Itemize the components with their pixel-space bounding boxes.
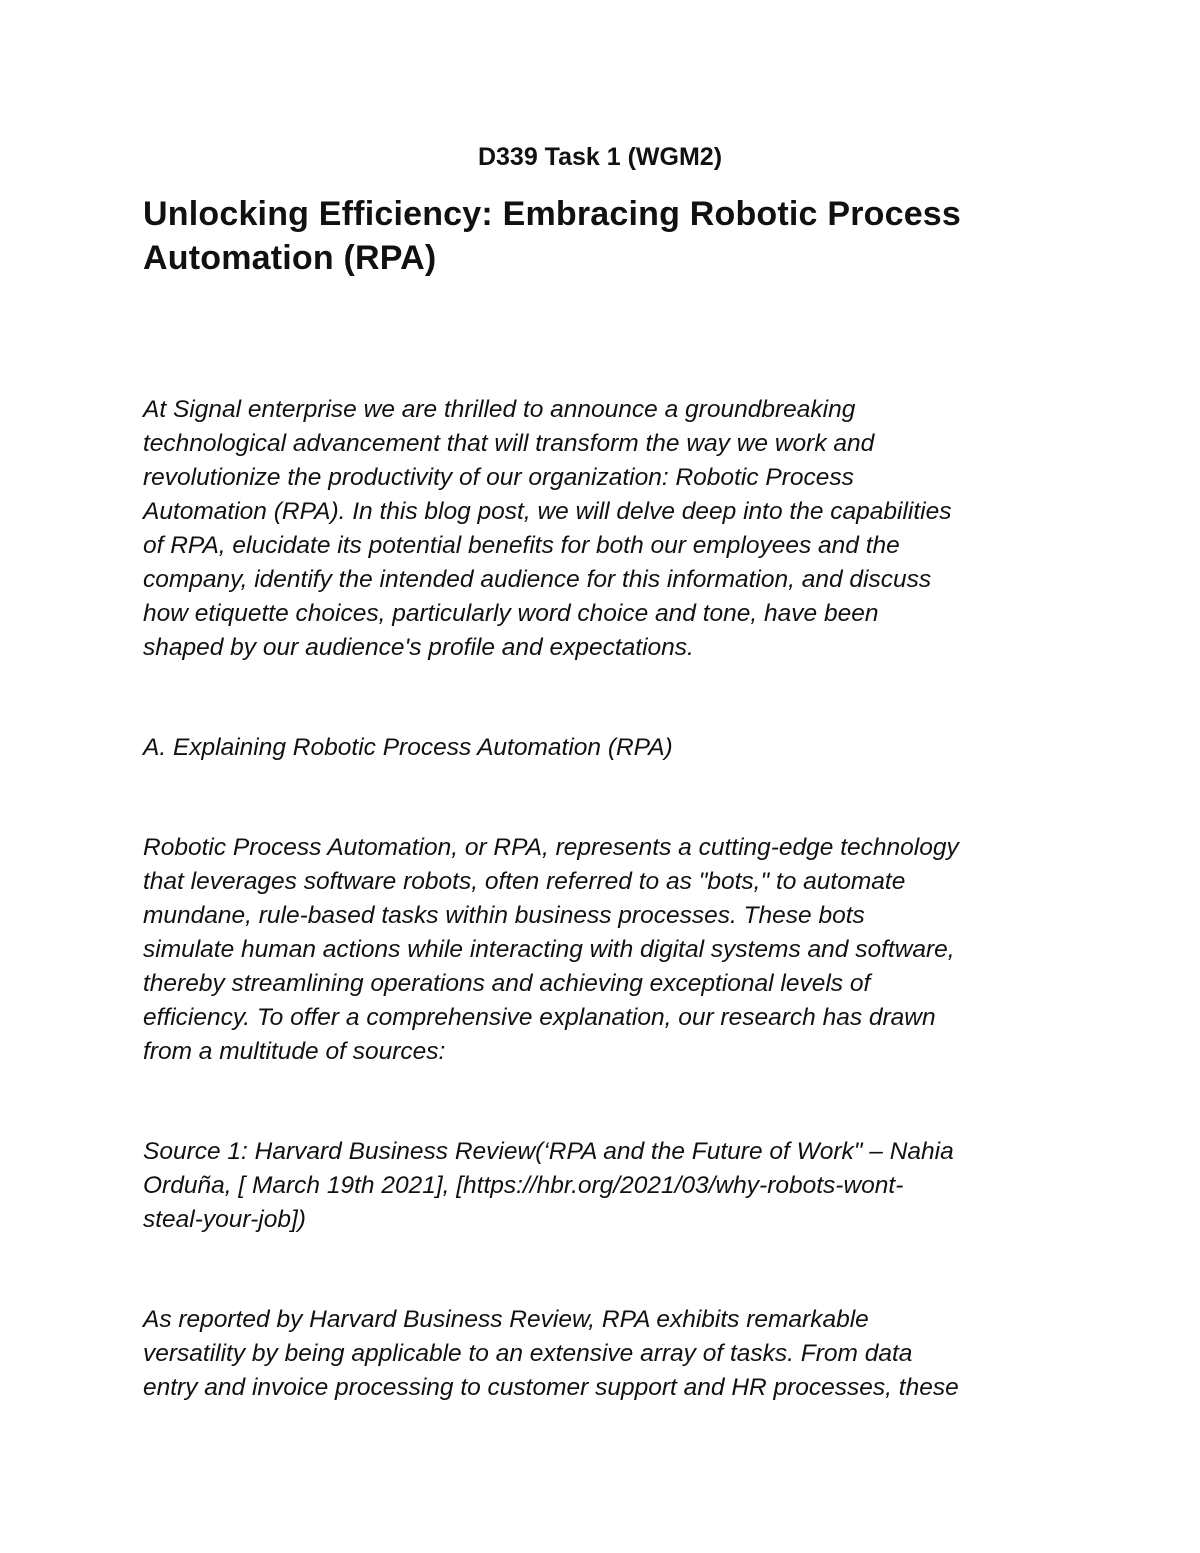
main-title [143,192,1043,280]
paragraph-line: technological advancement that will transform the way we work and [143,430,875,457]
section-heading-text: A. Explaining Robotic Process Automation (RPA) [143,734,673,761]
paragraph-line: thereby streamlining operations and achieving exceptional levels of [143,970,871,997]
paragraph-line: shaped by our audience's profile and expectations. [143,634,694,661]
paragraph-line: efficiency. To offer a comprehensive explanation, our research has drawn [143,1004,936,1031]
rpa-explained-paragraph [143,831,1078,1069]
paragraph-line: entry and invoice processing to customer support and HR processes, these [143,1374,959,1401]
paragraph-line: steal-your-job]) [143,1206,306,1233]
intro-paragraph [143,393,1078,665]
hbr-report-paragraph [143,1303,1078,1405]
paragraph-line: As reported by Harvard Business Review, RPA exhibits remarkable [143,1306,869,1333]
paragraph-line: At Signal enterprise we are thrilled to announce a groundbreaking [143,396,856,423]
paragraph-line: company, identify the intended audience for this information, and discuss [143,566,932,593]
paragraph-line: revolutionize the productivity of our organization: Robotic Process [143,464,854,491]
course-title: D339 Task 1 (WGM2) [477,143,723,171]
paragraph-line: Orduña, [ March 19th 2021], [https://hbr.org/2021/03/why-robots-wont- [143,1172,904,1199]
section-a-heading [143,731,1078,765]
paragraph-line: Automation (RPA). In this blog post, we will delve deep into the capabilities [143,498,952,525]
paragraph-line: Robotic Process Automation, or RPA, represents a cutting-edge technology [143,834,959,861]
paragraph-line: Source 1: Harvard Business Review(‘RPA and the Future of Work" – Nahia [143,1138,954,1165]
paragraph-line: simulate human actions while interacting with digital systems and software, [143,936,955,963]
paragraph-line: mundane, rule-based tasks within business processes. These bots [143,902,865,929]
paragraph-line: from a multitude of sources: [143,1038,446,1065]
paragraph-line: that leverages software robots, often referred to as "bots," to automate [143,868,906,895]
main-title-line: Automation (RPA) [143,239,437,277]
main-title-line: Unlocking Efficiency: Embracing Robotic Process [143,195,962,233]
source-1-citation [143,1135,1078,1237]
paragraph-line: versatility by being applicable to an extensive array of tasks. From data [143,1340,913,1367]
paragraph-line: how etiquette choices, particularly word choice and tone, have been [143,600,879,627]
paragraph-line: of RPA, elucidate its potential benefits for both our employees and the [143,532,900,559]
